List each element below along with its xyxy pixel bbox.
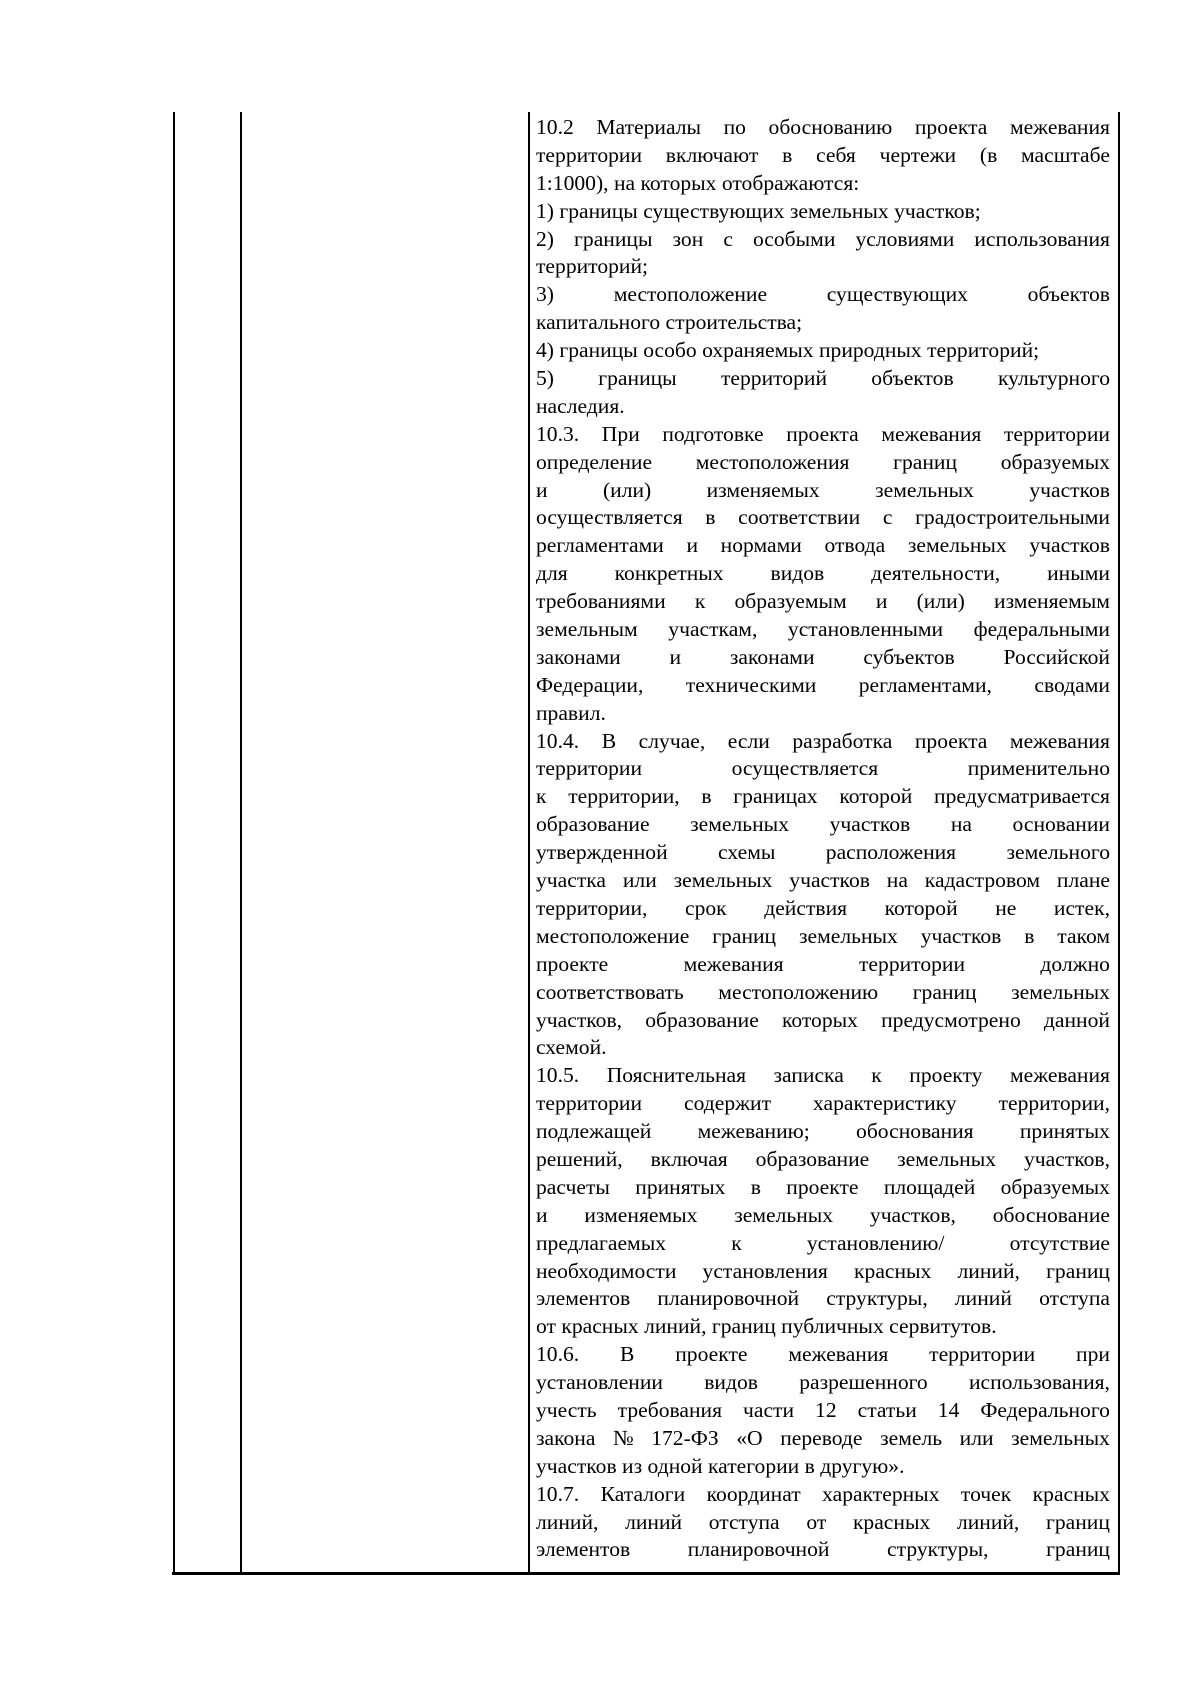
- text-line: Федерации, техническими регламентами, сводами: [536, 672, 1110, 697]
- text-line: 10.4. В случае, если разработка проекта межевания: [536, 728, 1110, 753]
- text-line: 1:1000), на которых отображаются:: [536, 170, 860, 195]
- text-line: 3) местоположение существующих объектов: [536, 282, 1110, 307]
- text-line: 4) границы особо охраняемых природных территорий;: [536, 338, 1040, 363]
- text-line: регламентами и нормами отвода земельных участков: [536, 533, 1110, 558]
- text-line: элементов планировочной структуры, линий отступа: [536, 1286, 1110, 1311]
- text-line: решений, включая образование земельных участков,: [536, 1146, 1110, 1171]
- text-line: схемой.: [536, 1035, 607, 1060]
- text-line: определение местоположения границ образуемых: [536, 449, 1110, 474]
- text-line: образование земельных участков на основании: [536, 812, 1110, 837]
- text-line: законами и законами субъектов Российской: [536, 644, 1110, 669]
- text-line: 2) границы зон с особыми условиями использования: [536, 226, 1110, 251]
- text-line: территории, срок действия которой не истек,: [536, 895, 1110, 920]
- text-line: от красных линий, границ публичных сервитутов.: [536, 1314, 997, 1339]
- requirements-cell: [536, 114, 1110, 1572]
- text-line: требованиями к образуемым и (или) изменяемым: [536, 589, 1110, 614]
- text-line: 10.2 Материалы по обоснованию проекта межевания: [536, 115, 1110, 139]
- text-line: территории осуществляется применительно: [536, 756, 1110, 781]
- text-line: капитального строительства;: [536, 310, 803, 335]
- text-line: территории включают в себя чертежи (в масштабе: [536, 142, 1110, 167]
- text-line: 1) границы существующих земельных участков;: [536, 198, 981, 223]
- text-line: необходимости установления красных линий, границ: [536, 1258, 1110, 1283]
- text-line: и (или) изменяемых земельных участков: [536, 477, 1110, 502]
- text-line: 10.3. При подготовке проекта межевания территории: [536, 421, 1110, 446]
- text-line: территории содержит характеристику территории,: [536, 1091, 1110, 1116]
- table-border-bottom: [172, 1572, 1120, 1575]
- text-line: элементов планировочной структуры, границ: [536, 1537, 1110, 1562]
- table-border-right: [1118, 112, 1120, 1574]
- text-line: соответствовать местоположению границ земельных: [536, 979, 1110, 1004]
- text-line: линий, линий отступа от красных линий, границ: [536, 1509, 1110, 1534]
- text-line: земельным участкам, установленными федеральными: [536, 617, 1110, 642]
- text-line: осуществляется в соответствии с градостроительными: [536, 505, 1110, 530]
- text-line: участка или земельных участков на кадастровом плане: [536, 868, 1110, 893]
- text-line: наследия.: [536, 393, 625, 418]
- text-line: участков, образование которых предусмотрено данной: [536, 1007, 1110, 1032]
- text-line: расчеты принятых в проекте площадей образуемых: [536, 1174, 1110, 1199]
- text-line: учесть требования части 12 статьи 14 Федерального: [536, 1397, 1110, 1422]
- text-line: территорий;: [536, 254, 649, 279]
- text-line: 10.6. В проекте межевания территории при: [536, 1342, 1110, 1367]
- text-line: правил.: [536, 700, 606, 725]
- table-column-divider-2: [528, 112, 530, 1574]
- text-line: подлежащей межеванию; обоснования принятых: [536, 1119, 1110, 1144]
- table-column-divider-1: [240, 112, 242, 1574]
- table-border-left: [173, 112, 175, 1574]
- text-line: предлагаемых к установлению/ отсутствие: [536, 1230, 1110, 1255]
- text-line: 10.7. Каталоги координат характерных точек красных: [536, 1481, 1110, 1506]
- text-line: для конкретных видов деятельности, иными: [536, 561, 1110, 586]
- text-line: местоположение границ земельных участков в таком: [536, 923, 1110, 948]
- text-line: закона № 172-ФЗ «О переводе земель или земельных: [536, 1425, 1110, 1450]
- text-line: проекте межевания территории должно: [536, 951, 1110, 976]
- text-line: к территории, в границах которой предусматривается: [536, 784, 1110, 809]
- text-line: утвержденной схемы расположения земельного: [536, 840, 1110, 865]
- text-line: установлении видов разрешенного использования,: [536, 1370, 1110, 1395]
- text-line: 5) границы территорий объектов культурного: [536, 366, 1110, 391]
- text-line: 10.5. Пояснительная записка к проекту межевания: [536, 1063, 1110, 1088]
- text-line: участков из одной категории в другую».: [536, 1453, 905, 1478]
- text-line: и изменяемых земельных участков, обоснование: [536, 1202, 1110, 1227]
